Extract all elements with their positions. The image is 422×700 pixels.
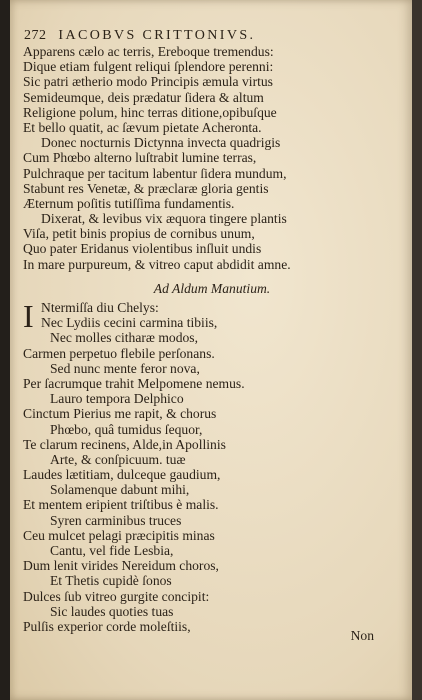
verse-line: Dum lenit virides Nereidum choros, [23, 558, 219, 574]
verse-line: Cantu, vel fide Lesbia, [50, 543, 174, 558]
drop-capital: I [23, 298, 34, 334]
verse-line: Religione polum, hinc terras ditione,opibuſque [23, 104, 277, 120]
verse-line: Et Thetis cupidè ſonos [50, 573, 172, 589]
book-page [10, 0, 414, 700]
verse-line: Sed nunc mente feror nova, [50, 360, 200, 376]
verse-line: Sic laudes quoties tuas [50, 603, 174, 619]
verse-line: Semideumque, deis prædatur ſidera & altum [23, 89, 264, 105]
verse-line: Nec Lydiis cecini carmina tibiis, [41, 315, 218, 331]
verse-line: Stabunt res Venetæ, & præclaræ gloria gentis [23, 180, 269, 196]
page-edge [412, 0, 422, 700]
verse-line: Solamenque dabunt mihi, [50, 482, 190, 498]
verse-line: Cinctum Pierius me rapit, & chorus [23, 406, 217, 422]
verse-line: Nec molles citharæ modos, [50, 330, 198, 346]
running-title: IACOBVS CRITTONIVS. [58, 28, 256, 43]
verse-line: Arte, & conſpicuum. tuæ [50, 451, 186, 467]
verse-line: Viſa, petit binis propius de cornibus unum, [23, 226, 255, 242]
verse-line: Dixerat, & levibus vix æquora tingere plantis [41, 211, 287, 227]
verse-line: Ceu mulcet pelagi præcipitis minas [23, 527, 215, 543]
verse-line: Apparens cælo ac terris, Ereboque tremendus: [23, 44, 274, 59]
verse-line: In mare purpureum, & vitreo caput abdidit amne. [23, 256, 291, 272]
verse-line: Syren carminibus truces [50, 512, 182, 528]
verse-line: Pulchraque per tacitum labentur ſidera mundum, [23, 165, 287, 181]
verse-line: Quo pater Eridanus violentibus inſluit undis [23, 241, 262, 257]
verse-line: Cum Phœbo alterno luſtrabit lumine terras, [23, 150, 257, 166]
verse-line: Donec nocturnis Dictynna invecta quadrigis [41, 135, 281, 151]
verse-line: Carmen perpetuo flebile perſonans. [23, 345, 215, 361]
verse-line: Per ſacrumque trahit Melpomene nemus. [23, 375, 245, 391]
running-header [24, 28, 394, 44]
verse-line: Lauro tempora Delphico [50, 391, 184, 407]
verse-line: Et mentem eripient triſtibus è malis. [23, 497, 219, 513]
verse-line: Laudes lætitiam, dulceque gaudium, [23, 467, 221, 483]
verse-line: Et bello quatit, ac ſævum pietate Acheronta. [23, 119, 262, 135]
verse-line: Ntermiſſa diu Chelys: [41, 300, 159, 315]
verse-line: Dique etiam fulgent reliqui ſplendore perenni: [23, 59, 274, 75]
poem-2 [23, 300, 409, 634]
poem-1 [23, 44, 409, 272]
verse-line: Phœbo, quâ tumidus ſequor, [50, 421, 203, 437]
verse-line: Æternum poſitis tutiſſima fundamentis. [23, 195, 235, 211]
verse-line: Dulces ſub vitreo gurgite concipit: [23, 588, 210, 604]
page-number: 272 [24, 28, 47, 43]
poem-title: Ad Aldum Manutium. [153, 281, 271, 296]
binding-shadow [0, 0, 10, 700]
verse-line: Sic patri ætherio modo Principis æmula virtus [23, 74, 273, 90]
verse-line: Te clarum recinens, Alde,in Apollinis [23, 436, 226, 452]
verse-line: Pulſis experior corde moleſtiis, [23, 618, 191, 634]
catchword: Non [350, 628, 374, 643]
